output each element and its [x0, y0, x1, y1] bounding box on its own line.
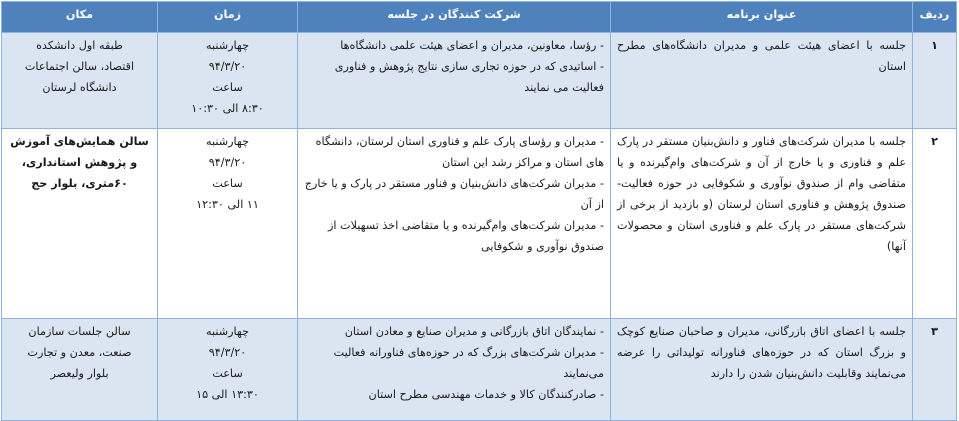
participant-item: - اساتیدی که در حوزه تجاری سازی نتایج پژوهش و فناوری فعالیت می نمایند — [334, 60, 604, 94]
header-place: مکان — [2, 2, 158, 33]
time-date: ۹۴/۳/۲۰ — [208, 60, 247, 73]
participant-item: - مدیران شرکت‌های دانش‌بنیان و فناور مستقر در پارک و یا خارج از آن — [304, 177, 604, 211]
header-row — [2, 2, 957, 33]
header-title: عنوان برنامه — [611, 2, 913, 33]
row-number: ۱ — [913, 33, 957, 129]
place-line: ۶۰متری، بلوار حج — [31, 177, 128, 190]
participants-cell — [298, 33, 611, 129]
program-title: جلسه با مدیران شرکت‌های فناور و دانش‌بنیان مستقر در پارک علم و فناوری و یا خارج از آن و شرکت‌های وام‌گیرنده و یا متقاضی وام از صندوق نوآوری و شکوفایی در حوزه فعالیت- صندوق پژوهش و فناوری استان لرستان (و بازدید از برخی از شرکت‌های مستقر در پارک علم و فناوری استان و محصولات آنها) — [611, 129, 913, 319]
time-hours: ۸:۳۰ الی ۱۰:۳۰ — [191, 102, 264, 115]
place-line: دانشگاه لرستان — [42, 81, 117, 94]
schedule-table — [1, 1, 957, 421]
participant-item: - مدیران و رؤسای پارک علم و فناوری استان لرستان، دانشگاه های استان و مراکز رشد این استان — [315, 135, 604, 169]
header-row-number: ردیف — [913, 2, 957, 33]
time-date: ۹۴/۳/۲۰ — [208, 156, 247, 169]
time-label: ساعت — [212, 367, 243, 380]
program-title: جلسه با اعضای هیئت علمی و مدیران دانشگاه‌های مطرح استان — [611, 33, 913, 129]
place-line: سالن جلسات سازمان — [28, 325, 131, 338]
header-participants: شرکت کنندگان در جلسه — [298, 2, 611, 33]
place-cell — [2, 33, 158, 129]
row-number: ۳ — [913, 319, 957, 421]
time-hours: ۱۳:۳۰ الی ۱۵ — [196, 388, 259, 401]
program-title: جلسه با اعضای اتاق بازرگانی، مدیران و صاحبان صنایع کوچک و بزرگ استان که در حوزه‌های فناورانه تولیداتی را عرضه می‌نمایند وقابلیت دانش‌بنیان شدن را دارند — [611, 319, 913, 421]
table-row — [2, 319, 957, 421]
table-row — [2, 129, 957, 319]
time-cell — [158, 319, 298, 421]
participant-item: - صادرکنندگان کالا و خدمات مهندسی مطرح استان — [368, 388, 604, 401]
place-line: و پژوهش استانداری، — [21, 156, 138, 169]
place-cell — [2, 129, 158, 319]
time-day: چهارشنبه — [205, 39, 249, 52]
time-cell — [158, 129, 298, 319]
participant-item: - مدیران شرکت‌های بزرگ که در حوزه‌های فناورانه فعالیت می‌نمایند — [333, 346, 604, 380]
time-date: ۹۴/۳/۲۰ — [208, 346, 247, 359]
place-cell — [2, 319, 158, 421]
participant-item: - مدیران شرکت‌های وام‌گیرنده و یا متقاضی اخذ تسهیلات از صندوق نوآوری و شکوفایی — [327, 219, 604, 253]
time-label: ساعت — [212, 177, 243, 190]
place-line: طبقه اول دانشکده — [36, 39, 123, 52]
time-hours: ۱۱ الی ۱۲:۳۰ — [196, 198, 259, 211]
time-day: چهارشنبه — [205, 135, 249, 148]
table-row — [2, 33, 957, 129]
place-line: اقتصاد، سالن اجتماعات — [24, 60, 135, 73]
time-day: چهارشنبه — [205, 325, 249, 338]
participant-item: - رؤسا، معاونین، مدیران و اعضای هیئت علمی دانشگاه‌ها — [340, 39, 604, 52]
time-cell — [158, 33, 298, 129]
participant-item: - نمایندگان اتاق بازرگانی و مدیران صنایع و معادن استان — [344, 325, 604, 338]
participants-cell — [298, 129, 611, 319]
participants-cell — [298, 319, 611, 421]
header-time: زمان — [158, 2, 298, 33]
row-number: ۲ — [913, 129, 957, 319]
place-line: صنعت، معدن و تجارت — [27, 346, 132, 359]
place-line: بلوار ولیعصر — [50, 367, 109, 380]
time-label: ساعت — [212, 81, 243, 94]
place-line: سالن همایش‌های آموزش — [10, 135, 149, 148]
